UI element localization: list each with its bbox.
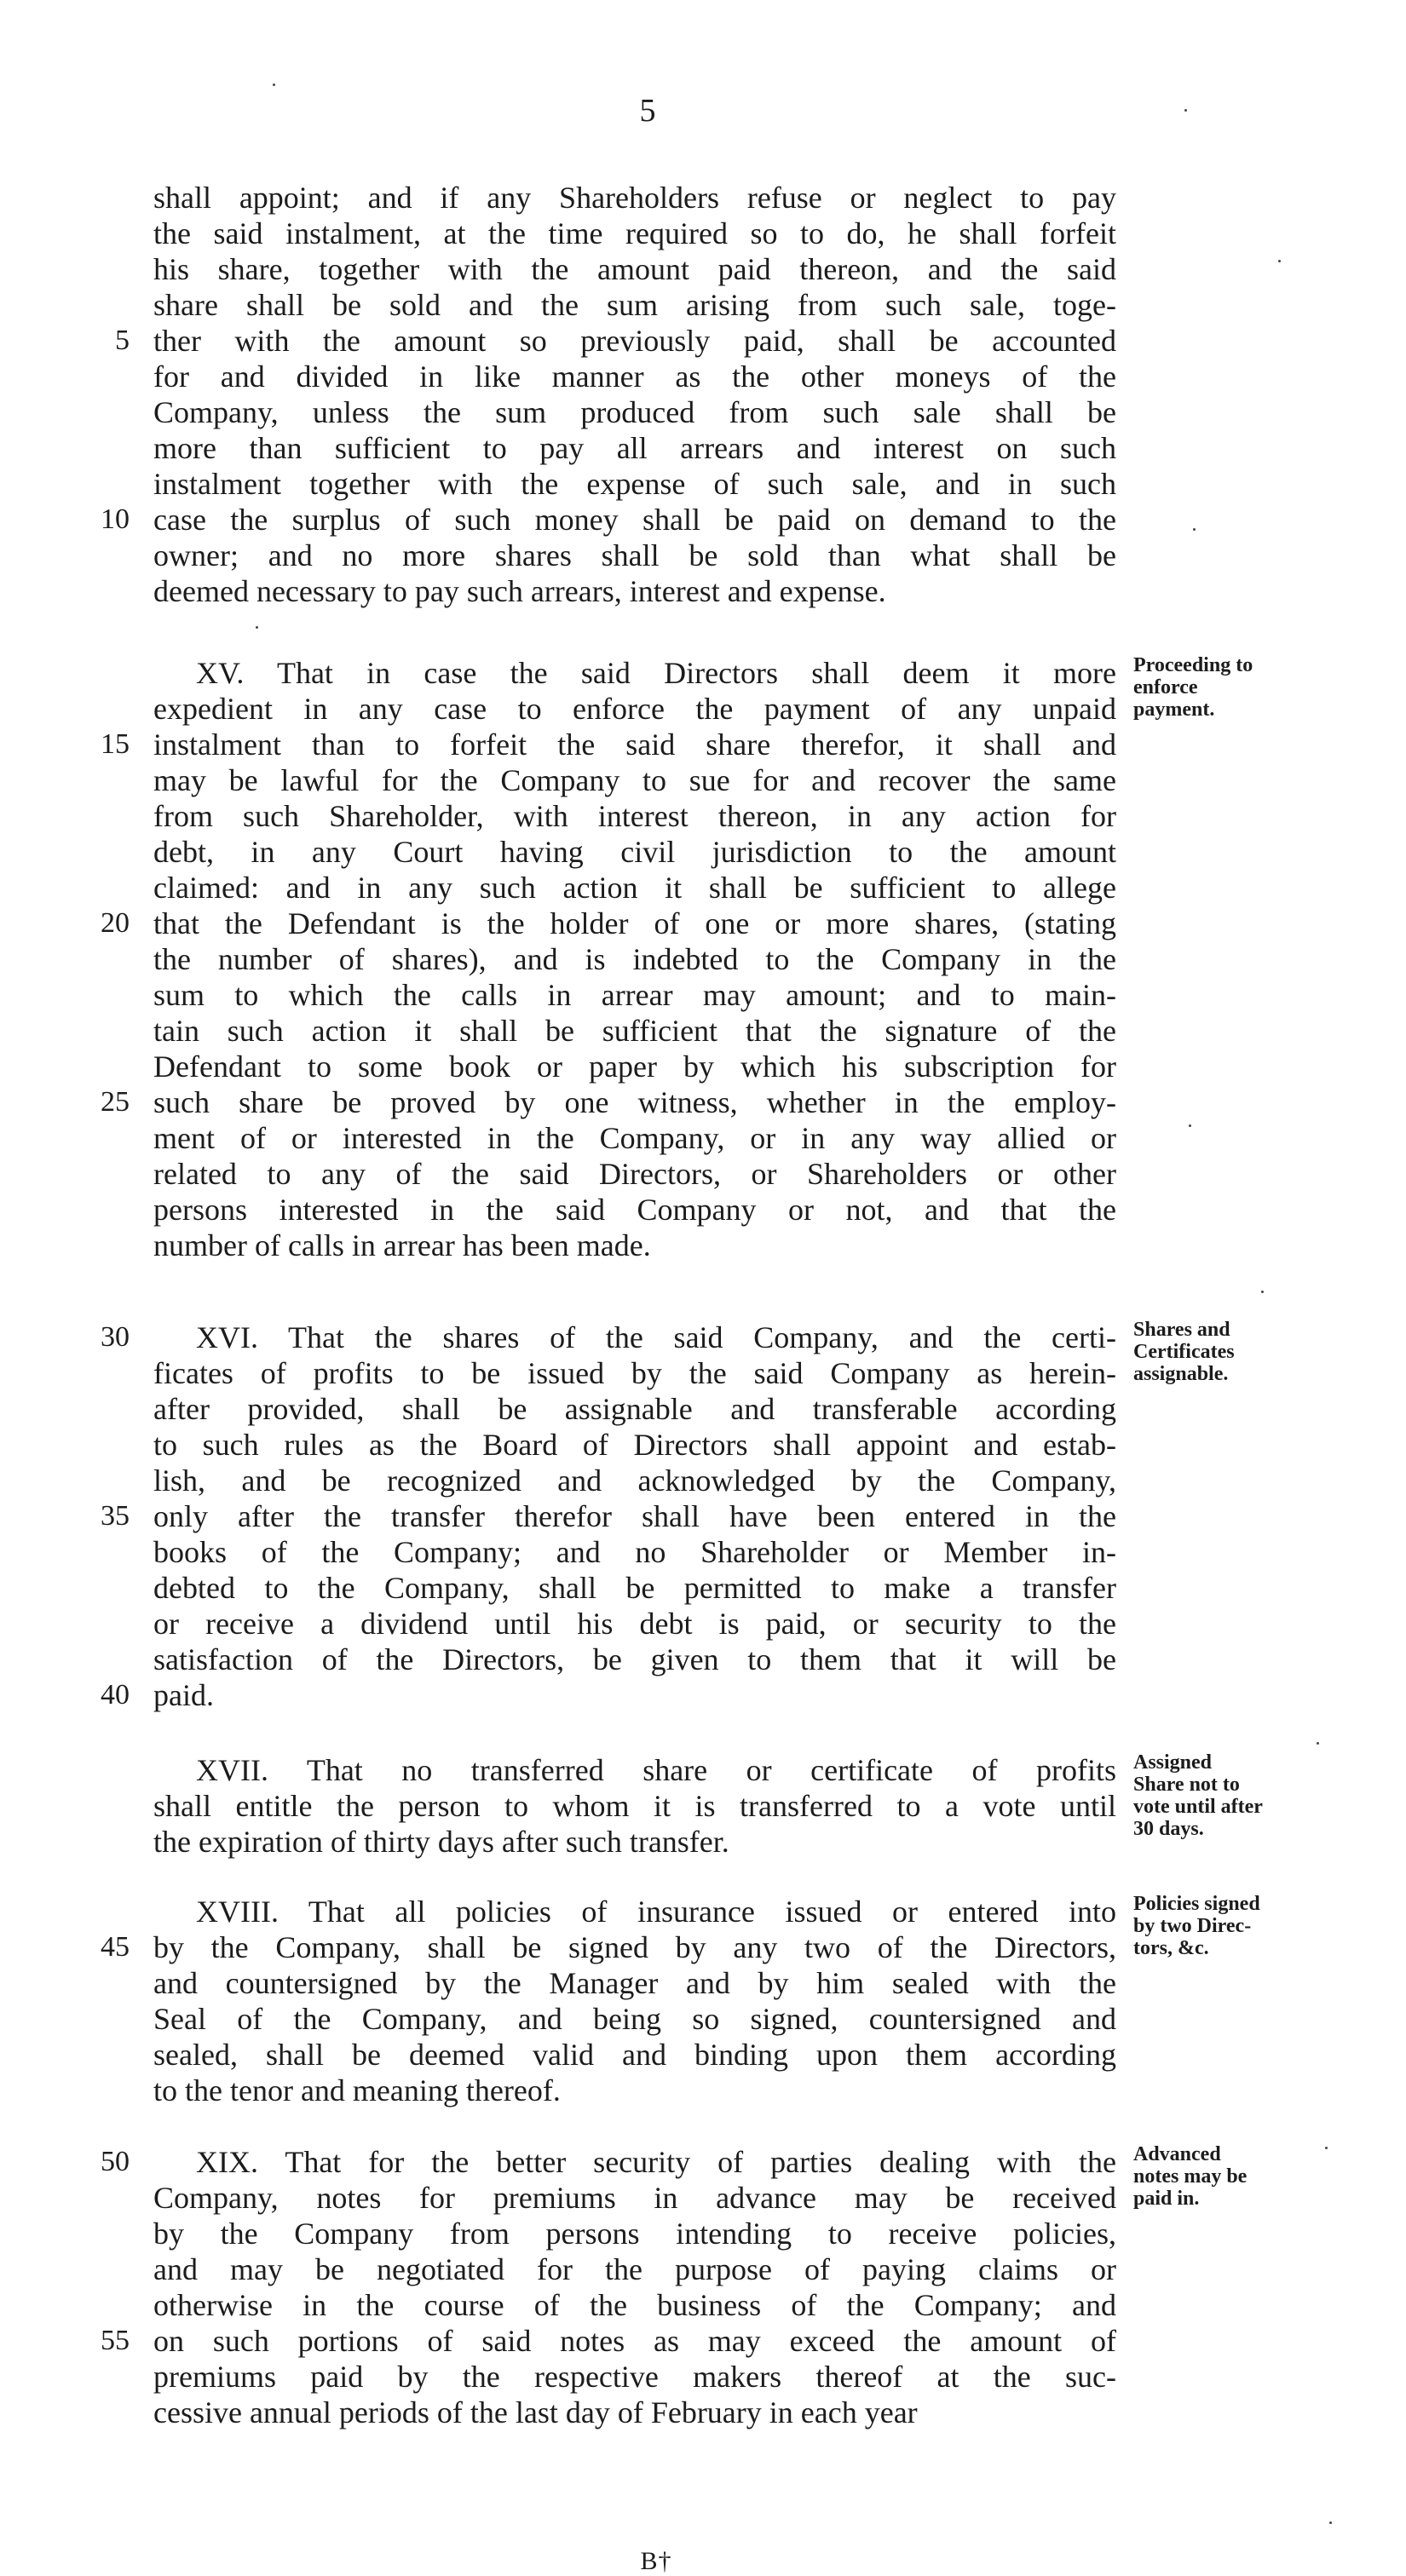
text-line: share shall be sold and the sum arising from such sale, toge- (153, 288, 1116, 322)
signature-mark: B† (640, 2547, 672, 2575)
speck (256, 626, 258, 629)
text-line: to the tenor and meaning thereof. (153, 2073, 561, 2107)
text-line: XVII. That no transferred share or certificate of profits (196, 1753, 1116, 1787)
text-line: satisfaction of the Directors, be given to them that it will be (153, 1642, 1116, 1676)
margin-note (1133, 654, 1321, 721)
text-line: cessive annual periods of the last day of February in each year (153, 2395, 918, 2429)
speck (1329, 2521, 1332, 2524)
speck (1184, 109, 1187, 112)
text-line: for and divided in like manner as the other moneys of the (153, 359, 1116, 394)
text-line: premiums paid by the respective makers thereof at the suc- (153, 2360, 1116, 2394)
text-line: deemed necessary to pay such arrears, interest and expense. (153, 574, 886, 608)
text-line: the number of shares), and is indebted to the Company in the (153, 942, 1116, 976)
text-line: the expiration of thirty days after such transfer. (153, 1825, 729, 1859)
text-line: related to any of the said Directors, or Shareholders or other (153, 1157, 1116, 1191)
margin-note (1133, 1893, 1321, 1959)
text-line: ficates of profits to be issued by the said Company as herein- (153, 1356, 1116, 1390)
text-line: claimed: and in any such action it shall be sufficient to allege (153, 871, 1116, 905)
text-line: only after the transfer therefor shall have been entered in the (153, 1499, 1116, 1533)
margin-note-line: enforce (1133, 676, 1198, 699)
margin-note-line: Shares and (1133, 1319, 1230, 1341)
line-number: 30 (101, 1321, 130, 1353)
text-line: persons interested in the said Company or not, and that the (153, 1193, 1116, 1227)
text-line: instalment than to forfeit the said share therefor, it shall and (153, 727, 1116, 762)
margin-note-line: Policies signed (1133, 1893, 1260, 1915)
line-number: 20 (101, 907, 130, 939)
margin-note (1133, 2143, 1321, 2210)
text-line: such share be proved by one witness, whether in the employ- (153, 1085, 1116, 1119)
text-line: debt, in any Court having civil jurisdiction to the amount (153, 835, 1116, 869)
text-line: to such rules as the Board of Directors shall appoint and estab- (153, 1428, 1116, 1462)
speck (1278, 260, 1281, 262)
speck (1317, 1742, 1319, 1745)
speck (1261, 1291, 1264, 1293)
text-line: number of calls in arrear has been made. (153, 1228, 651, 1262)
text-line: case the surplus of such money shall be paid on demand to the (153, 503, 1116, 537)
margin-note-line: paid in. (1133, 2188, 1200, 2210)
line-number: 15 (101, 728, 130, 760)
text-line: sum to which the calls in arrear may amount; and to main- (153, 978, 1116, 1012)
line-number: 50 (101, 2146, 130, 2177)
line-number: 55 (101, 2325, 130, 2356)
text-line: ther with the amount so previously paid, shall be accounted (153, 324, 1116, 358)
text-line: otherwise in the course of the business of the Company; and (153, 2288, 1116, 2322)
text-line: tain such action it shall be sufficient that the signature of the (153, 1014, 1116, 1048)
text-line: XV. That in case the said Directors shall deem it more (196, 656, 1116, 690)
text-line: owner; and no more shares shall be sold than what shall be (153, 538, 1116, 572)
text-line: by the Company from persons intending to receive policies, (153, 2217, 1116, 2251)
text-line: paid. (153, 1678, 214, 1712)
text-line: after provided, shall be assignable and transferable according (153, 1392, 1116, 1426)
text-line: books of the Company; and no Shareholder or Member in- (153, 1535, 1116, 1569)
line-number: 40 (101, 1679, 130, 1711)
margin-note-line: Advanced (1133, 2143, 1221, 2165)
margin-note-line: by two Direc- (1133, 1915, 1252, 1937)
speck (1189, 1124, 1191, 1127)
text-line: on such portions of said notes as may exceed the amount of (153, 2324, 1116, 2358)
text-line: and may be negotiated for the purpose of paying claims or (153, 2252, 1116, 2286)
text-line: may be lawful for the Company to sue for and recover the same (153, 763, 1116, 797)
margin-note-line: payment. (1133, 699, 1215, 721)
text-line: Company, notes for premiums in advance may be received (153, 2181, 1116, 2215)
margin-note-line: Proceeding to (1133, 654, 1253, 676)
text-line: Seal of the Company, and being so signed, countersigned and (153, 2002, 1116, 2036)
text-line: XIX. That for the better security of parties dealing with the (196, 2145, 1116, 2179)
margin-note (1133, 1751, 1321, 1840)
speck (1325, 2147, 1328, 2149)
text-line: XVI. That the shares of the said Company, and the certi- (196, 1320, 1116, 1354)
page-number: 5 (639, 93, 656, 129)
margin-note-line: Share not to (1133, 1774, 1240, 1796)
text-line: Defendant to some book or paper by which his subscription for (153, 1049, 1116, 1084)
line-number: 25 (101, 1086, 130, 1118)
text-line: instalment together with the expense of such sale, and in such (153, 467, 1116, 501)
text-line: from such Shareholder, with interest thereon, in any action for (153, 799, 1116, 833)
text-line: or receive a dividend until his debt is paid, or security to the (153, 1607, 1116, 1641)
text-line: that the Defendant is the holder of one or more shares, (stating (153, 906, 1116, 940)
margin-note (1133, 1319, 1321, 1385)
margin-note-line: assignable. (1133, 1363, 1229, 1385)
text-line: Company, unless the sum produced from such sale shall be (153, 395, 1116, 429)
text-line: his share, together with the amount paid thereon, and the said (153, 252, 1116, 286)
text-line: shall entitle the person to whom it is transferred to a vote until (153, 1789, 1116, 1823)
text-line: shall appoint; and if any Shareholders refuse or neglect to pay (153, 181, 1116, 215)
margin-note-line: notes may be (1133, 2165, 1248, 2188)
margin-note-line: 30 days. (1133, 1818, 1204, 1840)
text-line: expedient in any case to enforce the payment of any unpaid (153, 692, 1116, 726)
text-line: lish, and be recognized and acknowledged by the Company, (153, 1463, 1116, 1498)
text-line: debted to the Company, shall be permitted to make a transfer (153, 1571, 1116, 1605)
line-number: 5 (115, 325, 130, 356)
text-line: XVIII. That all policies of insurance issued or entered into (196, 1895, 1116, 1929)
text-line: ment of or interested in the Company, or in any way allied or (153, 1121, 1116, 1155)
text-line: by the Company, shall be signed by any two of the Directors, (153, 1930, 1116, 1964)
margin-note-line: tors, &c. (1133, 1937, 1209, 1959)
line-number: 10 (101, 503, 130, 535)
speck (273, 83, 275, 86)
text-line: sealed, shall be deemed valid and binding upon them according (153, 2038, 1116, 2072)
text-line: more than sufficient to pay all arrears and interest on such (153, 431, 1116, 465)
text-line: and countersigned by the Manager and by him sealed with the (153, 1966, 1116, 2000)
line-number: 45 (101, 1931, 130, 1963)
margin-note-line: Assigned (1133, 1751, 1213, 1774)
margin-note-line: vote until after (1133, 1796, 1263, 1818)
text-line: the said instalment, at the time required so to do, he shall forfeit (153, 216, 1116, 250)
line-number: 35 (101, 1500, 130, 1532)
margin-note-line: Certificates (1133, 1341, 1235, 1363)
speck (1193, 528, 1196, 531)
